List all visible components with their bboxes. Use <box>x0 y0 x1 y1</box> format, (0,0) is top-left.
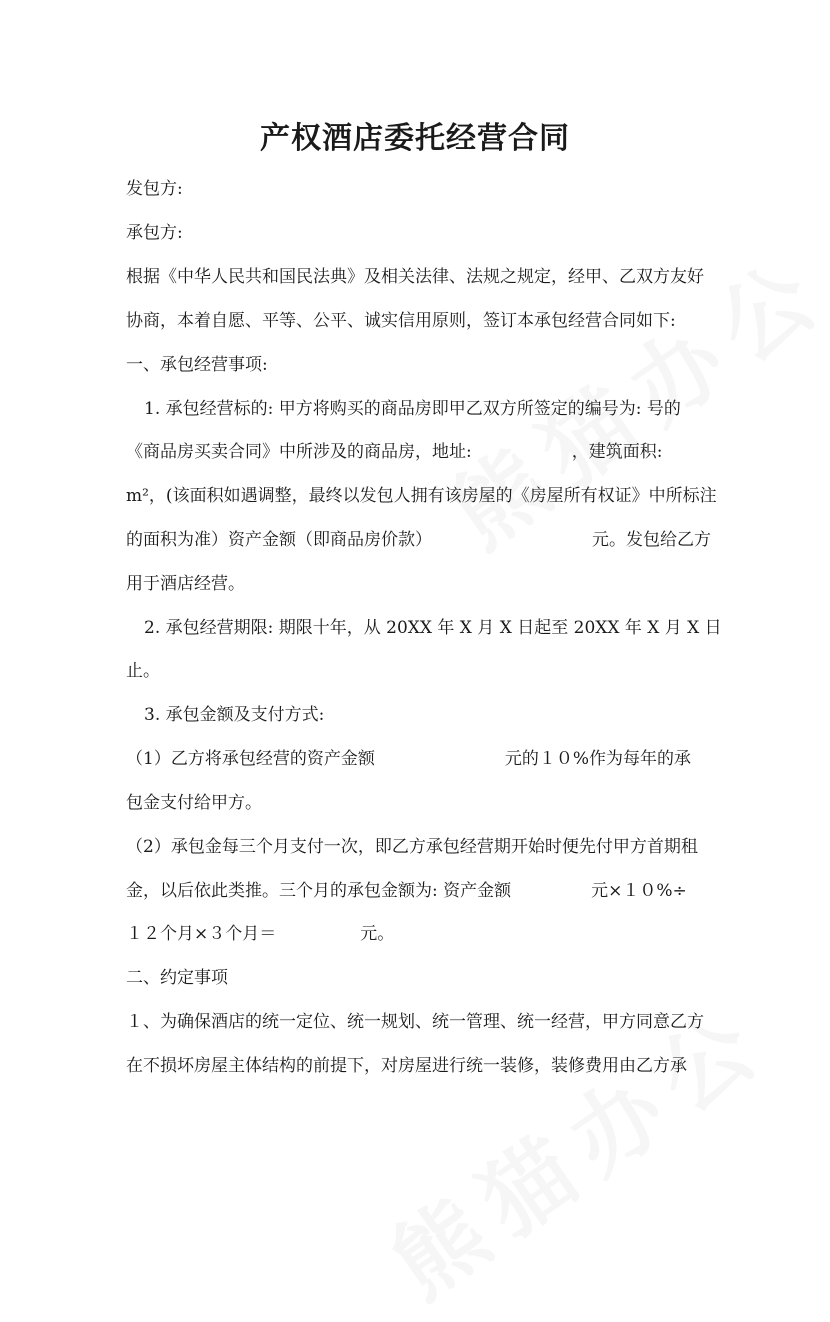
section-heading-2: 二、约定事项 <box>126 968 228 988</box>
document-title: 产权酒店委托经营合同 <box>260 121 570 156</box>
clause-1-line-1: 1. 承包经营标的: 甲方将购买的商品房即甲乙双方所签定的编号为: 号的 <box>144 399 681 419</box>
clause-1-text-c: 的面积为准）资产金额（即商品房价款） <box>126 530 432 550</box>
party-a-line: 发包方: <box>126 179 183 199</box>
clause-1-text-b: ，建筑面积: <box>571 442 663 462</box>
clause-1-line-3: m²，(该面积如遇调整，最终以发包人拥有该房屋的《房屋所有权证》中所标注 <box>126 486 717 506</box>
clause-3-1-text-b: 元的１０%作为每年的承 <box>504 749 691 769</box>
clause-3-2-line-3 <box>126 923 394 945</box>
preamble-line-1: 根据《中华人民共和国民法典》及相关法律、法规之规定，经甲、乙双方友好 <box>126 267 704 287</box>
clause-1-line-4 <box>126 529 711 551</box>
clause-3-1-line-1 <box>126 748 691 770</box>
clause-3-2-text-d: 元。 <box>360 924 395 944</box>
clause-2-line-1: 2. 承包经营期限: 期限十年，从 20XX 年 X 月 X 日起至 20XX 年 X 月 X 日 <box>144 618 722 638</box>
clause-1-text-d: 元。发包给乙方 <box>592 530 711 550</box>
clause-1-line-5: 用于酒店经营。 <box>126 574 245 594</box>
clause-3-2-line-2 <box>126 880 687 902</box>
clause-agreement-1-line-2: 在不损坏房屋主体结构的前提下，对房屋进行统一装修，装修费用由乙方承 <box>126 1056 687 1076</box>
clause-3-2-line-1: （2）承包金每三个月支付一次，即乙方承包经营期开始时便先付甲方首期租 <box>126 837 698 857</box>
section-heading-1: 一、承包经营事项: <box>126 355 268 375</box>
clause-3-1-line-2: 包金支付给甲方。 <box>126 793 262 813</box>
clause-3-2-text-c: １２个月×３个月＝ <box>126 924 277 944</box>
party-b-line: 承包方: <box>126 223 183 243</box>
clause-1-text-a: 《商品房买卖合同》中所涉及的商品房，地址: <box>126 442 472 462</box>
clause-agreement-1-line-1: １、为确保酒店的统一定位、统一规划、统一管理、统一经营，甲方同意乙方 <box>126 1012 704 1032</box>
clause-3-2-text-b: 元×１０%÷ <box>591 881 687 901</box>
clause-2-line-2: 止。 <box>126 661 160 681</box>
preamble-line-2: 协商，本着自愿、平等、公平、诚实信用原则，签订本承包经营合同如下: <box>126 311 676 331</box>
clause-3-1-text-a: （1）乙方将承包经营的资产金额 <box>126 749 375 769</box>
clause-1-line-2 <box>126 441 662 463</box>
clause-3-2-text-a: 金，以后依此类推。三个月的承包金额为: 资产金额 <box>126 881 512 901</box>
clause-3-heading: 3. 承包金额及支付方式: <box>144 705 325 725</box>
